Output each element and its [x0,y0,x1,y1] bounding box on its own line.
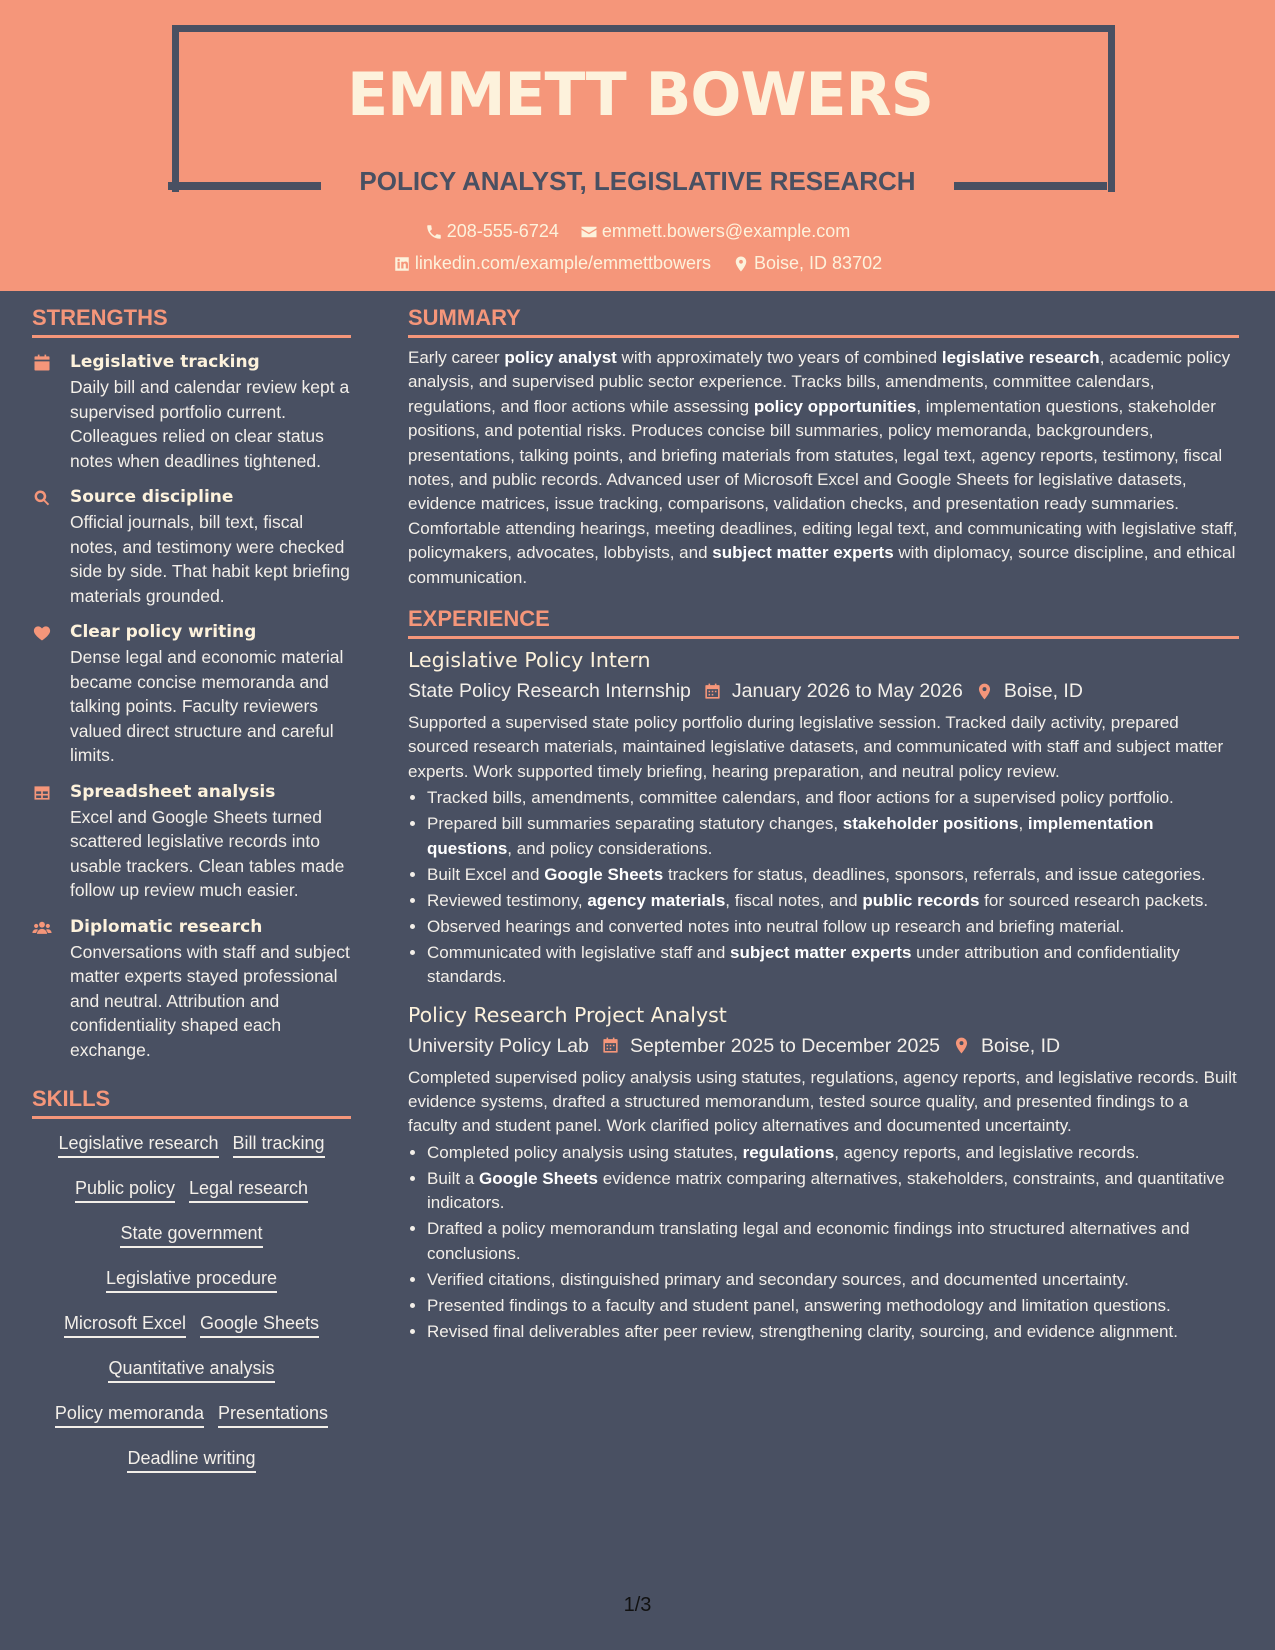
skill-row [32,1313,351,1358]
strength-item [32,485,351,608]
job-title: Policy Research Project Analyst [408,1002,727,1027]
summary-text [408,346,1239,590]
summary-heading: SUMMARY [408,305,1239,338]
job-bullets [408,1141,1239,1344]
candidate-name: EMMETT BOWERS [347,60,933,130]
text-run: Communicated with legislative staff and [427,942,731,962]
skill-row [32,1268,351,1313]
emphasis-text: subject matter experts [730,942,912,962]
job-location: Boise, ID [981,1034,1061,1057]
map-pin-icon [952,1036,971,1055]
text-run: Early career [408,348,505,367]
contact-line-1 [0,221,1275,246]
job-description: Completed supervised policy analysis using statutes, regulations, agency reports, and legislative records. Built evidence systems, drafted a structured memorandum, tested source quality, and presented findings to a faculty and student panel. Work clarified policy alternatives and documented uncertainty. [408,1067,1237,1136]
bullet-item [427,1217,1239,1266]
candidate-title: POLICY ANALYST, LEGISLATIVE RESEARCH [359,166,916,196]
emphasis-text: stakeholder positions [842,814,1019,834]
emphasis-text: Google Sheets [478,1168,599,1188]
text-run: , agency reports, and legislative records. [834,1142,1140,1162]
text-run: under attribution and confidentiality standards. [427,942,1180,987]
bullet-item [427,1141,1239,1165]
text-run: Prepared bill summaries separating statutory changes, [427,814,843,834]
job-organization: University Policy Lab [408,1034,589,1057]
strength-item [32,780,351,903]
strength-item [32,350,351,473]
calendar-icon [601,1036,620,1055]
text-run: with diplomacy, source discipline, and ethical communication. [408,543,1236,587]
skill-tag: Policy memoranda [55,1403,204,1428]
text-run: Completed policy analysis using statutes, [427,1142,743,1162]
text-run: , [1018,814,1028,834]
bullet-item [427,863,1239,887]
strength-title: Spreadsheet analysis [70,781,276,802]
text-run: trackers for status, deadlines, sponsors, referrals, and issue categories. [663,864,1206,884]
skill-tag: Legal research [189,1178,308,1203]
job-entry [408,645,1239,989]
skill-tag: Google Sheets [200,1313,319,1338]
skill-tag: Presentations [218,1403,328,1428]
bullet-item [427,1167,1239,1216]
linkedin-icon [393,255,411,273]
bullet-item [427,1294,1239,1318]
skill-tag: Legislative research [58,1133,218,1158]
linkedin-text: linkedin.com/example/emmettbowers [414,253,711,273]
strength-description: Daily bill and calendar review kept a supervised portfolio current. Colleagues relied on clear status notes when deadlines tightened. [70,377,350,471]
skills-list [32,1133,351,1493]
skill-row [32,1223,351,1268]
emphasis-text: policy opportunities [753,396,917,416]
text-run: Drafted a policy memorandum translating legal and economic findings into structured alternatives and conclusions. [427,1219,1190,1263]
text-run: Presented findings to a faculty and student panel, answering methodology and limitation questions. [427,1295,1171,1315]
strength-description: Official journals, bill text, fiscal notes, and testimony were checked side by side. That habit kept briefing materials grounded. [70,512,350,606]
job-entry [408,1000,1239,1344]
envelope-icon [580,223,598,241]
table-icon [32,783,52,803]
emphasis-text: agency materials [587,890,726,910]
job-meta [408,1030,1239,1062]
text-run: , academic policy analysis, and supervised public sector experience. Tracks bills, amendments, committee calendars, regulations, and floor actions while assessing [408,348,1231,416]
emphasis-text: regulations [742,1142,835,1162]
bullet-item [427,786,1239,810]
emphasis-text: subject matter experts [712,543,894,563]
bullet-item [427,812,1239,861]
location-text: Boise, ID 83702 [754,253,883,273]
skill-row [32,1403,351,1448]
bullet-item [427,915,1239,939]
text-run: , and policy considerations. [507,838,713,858]
left-column [32,305,351,1493]
skill-tag: Public policy [75,1178,175,1203]
calendar-icon [703,682,722,701]
skill-tag: Quantitative analysis [108,1358,274,1383]
bullet-item [427,1320,1239,1344]
bullet-item [427,941,1239,990]
skill-row [32,1178,351,1223]
strength-title: Diplomatic research [70,916,263,937]
bullet-item [427,889,1239,913]
calendar-icon [32,353,52,373]
text-run: , implementation questions, stakeholder positions, and potential risks. Produces concise bill summaries, policy memoranda, backgrounders, presentations, talking points, and briefing materials from statutes, legal text, agency reports, testimony, fiscal notes, and public records. Advanced user of Microsoft Excel and Google Sheets for legislative datasets, evidence matrices, issue tracking, comparisons, validation checks, and presentation ready summaries. Comfortable attending hearings, meeting deadlines, editing legal text, and communicating with legislative staff, policymakers, advocates, lobbyists, and [408,396,1238,563]
experience-heading: EXPERIENCE [408,606,1239,639]
strength-description: Excel and Google Sheets turned scattered legislative records into usable trackers. Clean tables made follow up review much easier. [70,806,345,900]
skill-row [32,1358,351,1403]
bullet-item [427,1268,1239,1292]
skill-row [32,1133,351,1178]
strengths-heading: STRENGTHS [32,305,351,338]
strength-title: Legislative tracking [70,352,260,372]
job-description: Supported a supervised state policy portfolio during legislative session. Tracked daily activity, prepared sourced research materials, maintained legislative datasets, and communicated with staff and subject matter experts. Work supported timely briefing, hearing preparation, and neutral policy review. [408,713,1224,781]
skill-tag: Deadline writing [127,1448,255,1473]
text-run: Built Excel and [427,864,545,884]
skill-row [32,1448,351,1493]
text-run: , fiscal notes, and [725,890,863,910]
emphasis-text: policy analyst [504,348,617,367]
strength-description: Conversations with staff and subject matter experts stayed professional and neutral. Attribution and confidentiality shaped each exchange. [70,941,350,1060]
contact-location [732,253,882,274]
text-run: Revised final deliverables after peer review, strengthening clarity, sourcing, and evidence alignment. [427,1321,1178,1341]
heart-icon [32,623,52,643]
email-text: emmett.bowers@example.com [601,221,851,241]
skill-tag: State government [120,1223,262,1248]
strength-title: Clear policy writing [70,622,257,642]
search-icon [32,488,52,508]
text-run: Reviewed testimony, [427,890,588,910]
strength-title: Source discipline [70,487,234,507]
skill-tag: Legislative procedure [106,1268,277,1293]
contact-linkedin[interactable] [393,253,711,274]
skills-heading: SKILLS [32,1086,351,1119]
emphasis-text: legislative research [941,348,1100,367]
phone-icon [425,223,443,241]
contact-phone[interactable] [425,221,559,242]
job-dates: September 2025 to December 2025 [629,1034,941,1057]
job-dates: January 2026 to May 2026 [731,680,963,703]
strength-item [32,915,351,1063]
text-run: Observed hearings and converted notes into neutral follow up research and briefing material. [427,916,1125,936]
skill-tag: Bill tracking [233,1133,325,1158]
phone-text: 208-555-6724 [446,221,559,241]
strength-item [32,620,351,768]
strength-description: Dense legal and economic material became concise memoranda and talking points. Faculty reviewers valued direct structure and careful limits. [70,647,344,765]
text-run: Verified citations, distinguished primary and secondary sources, and documented uncertainty. [427,1269,1129,1289]
emphasis-text: Google Sheets [544,864,664,884]
job-meta [408,675,1239,707]
page-number: 1/3 [623,1594,652,1616]
contact-email[interactable] [580,221,850,242]
emphasis-text: implementation questions [427,814,1154,858]
map-pin-icon [732,255,750,273]
job-bullets [408,786,1239,989]
users-icon [32,918,52,938]
skill-tag: Microsoft Excel [64,1313,186,1338]
emphasis-text: public records [862,890,980,910]
job-organization: State Policy Research Internship [408,680,691,703]
text-run: evidence matrix comparing alternatives, stakeholders, constraints, and quantitative indicators. [427,1168,1225,1213]
text-run: with approximately two years of combined [616,348,942,367]
job-title: Legislative Policy Intern [408,648,651,673]
text-run: Tracked bills, amendments, committee calendars, and floor actions for a supervised policy portfolio. [427,788,1174,808]
right-column [408,305,1239,1346]
job-location: Boise, ID [1003,680,1083,703]
text-run: Built a [427,1168,479,1188]
text-run: for sourced research packets. [979,890,1209,910]
map-pin-icon [975,682,994,701]
contact-line-2 [0,253,1275,278]
